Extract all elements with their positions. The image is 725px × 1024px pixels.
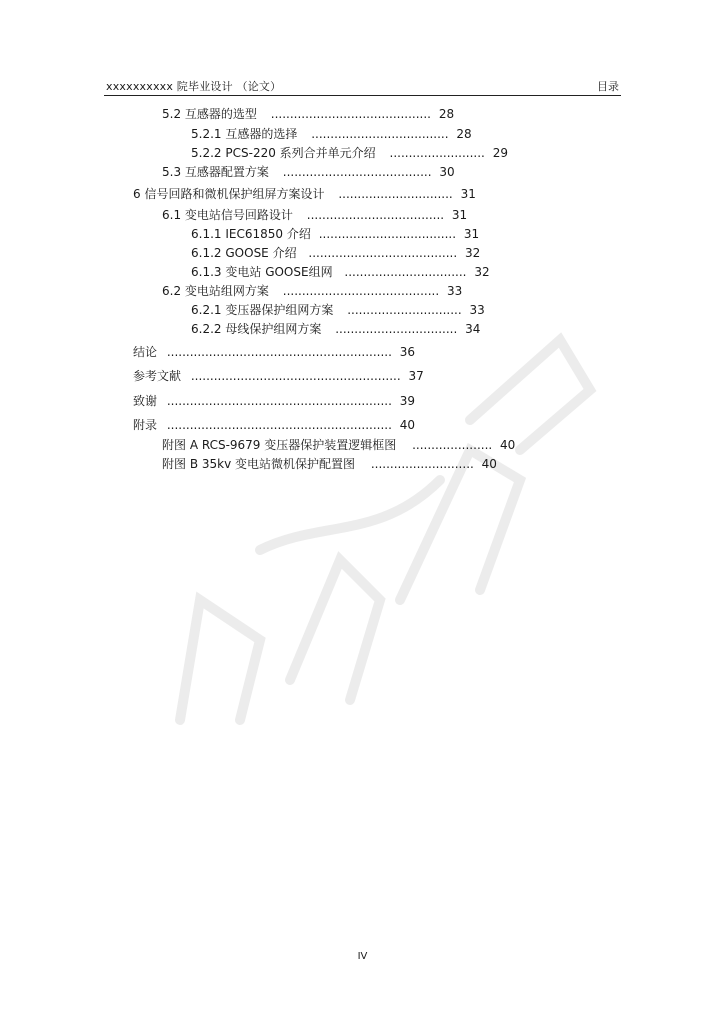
toc-page: 32 (465, 246, 481, 260)
toc-page: 40 (481, 457, 497, 471)
toc-page: 31 (463, 227, 480, 241)
toc-page: 39 (399, 394, 416, 408)
toc-title: 变电站 GOOSE组网 (225, 265, 333, 279)
toc-title: 结论 (133, 345, 158, 359)
toc-page: 29 (492, 146, 508, 160)
toc-number: 6.1.1 (191, 227, 222, 241)
toc-entry-6-1-2[interactable] (191, 246, 480, 260)
toc-page: 34 (465, 322, 481, 336)
toc-entry-appendix[interactable] (133, 418, 415, 432)
toc-number: 6 (133, 187, 141, 201)
toc-leader: ........................................................... (166, 418, 392, 432)
toc-entry-6-2[interactable] (162, 284, 462, 298)
toc-leader: ................................ (344, 265, 467, 279)
toc-entry-figure-a[interactable] (162, 438, 515, 452)
toc-leader: ....................................... (282, 165, 432, 179)
toc-title: PCS-220 系列合并单元介绍 (225, 146, 376, 160)
toc-entry-5-2-1[interactable] (191, 127, 472, 141)
toc-page: 36 (399, 345, 416, 359)
toc-entry-conclusion[interactable] (133, 345, 415, 359)
toc-number: 6.1.2 (191, 246, 222, 260)
toc-number: 6.2.2 (191, 322, 222, 336)
toc-number: 6.1.3 (191, 265, 222, 279)
toc-page: 33 (469, 303, 485, 317)
toc-entry-6-2-1[interactable] (191, 303, 485, 317)
toc-entry-6-1[interactable] (162, 208, 467, 222)
toc-number: 5.2.1 (191, 127, 222, 141)
toc-leader: .......................................... (270, 107, 431, 121)
toc-leader: .................................... (306, 208, 445, 222)
toc-entry-acknowledgements[interactable] (133, 394, 415, 408)
toc-leader: .................................... (318, 227, 457, 241)
toc-leader: ........................................................... (166, 345, 392, 359)
toc-title: 变压器保护组网方案 (225, 303, 334, 317)
toc-page: 33 (447, 284, 463, 298)
toc-leader: ......................................... (282, 284, 440, 298)
toc-entry-6[interactable] (133, 187, 476, 201)
toc-title: 致谢 (133, 394, 158, 408)
toc-title: 信号回路和微机保护组屏方案设计 (144, 187, 325, 201)
page-number: IV (357, 951, 368, 962)
toc-number: 6.2 (162, 284, 182, 298)
toc-page: 32 (474, 265, 490, 279)
header-title: xxxxxxxxxx 院毕业设计 （论文） (106, 80, 282, 93)
watermark-graphic (140, 300, 600, 740)
toc-entry-5-3[interactable] (162, 165, 455, 179)
toc-page: 28 (456, 127, 472, 141)
toc-page: 31 (460, 187, 476, 201)
toc-leader: ................................ (335, 322, 458, 336)
toc-title: 附录 (133, 418, 158, 432)
toc-title: 互感器的选择 (225, 127, 298, 141)
toc-leader: .................................... (311, 127, 449, 141)
toc-title: 母线保护组网方案 (225, 322, 322, 336)
toc-entry-references[interactable] (133, 369, 424, 383)
toc-entry-6-1-1[interactable] (191, 227, 479, 241)
toc-leader: ......................... (389, 146, 485, 160)
toc-entry-5-2-2[interactable] (191, 146, 508, 160)
toc-leader: .............................. (347, 303, 462, 317)
header-divider (104, 95, 621, 96)
toc-leader: ....................................................... (190, 369, 401, 383)
toc-title: 参考文献 (133, 369, 182, 383)
toc-leader: ........................................................... (166, 394, 392, 408)
toc-page: 37 (408, 369, 424, 383)
toc-title: 附图 A RCS-9679 变压器保护装置逻辑框图 (162, 438, 397, 452)
toc-leader: .............................. (338, 187, 453, 201)
toc-page: 40 (399, 418, 416, 432)
toc-page: 28 (438, 107, 455, 121)
header-section: 目录 (597, 80, 619, 93)
toc-entry-6-2-2[interactable] (191, 322, 480, 336)
toc-number: 6.1 (162, 208, 182, 222)
toc-number: 5.3 (162, 165, 182, 179)
toc-entry-6-1-3[interactable] (191, 265, 490, 279)
toc-leader: ..................... (412, 438, 493, 452)
toc-page: 30 (439, 165, 455, 179)
toc-title: 附图 B 35kv 变电站微机保护配置图 (162, 457, 355, 471)
toc-number: 6.2.1 (191, 303, 222, 317)
toc-number: 5.2.2 (191, 146, 222, 160)
toc-number: 5.2 (162, 107, 182, 121)
toc-page: 40 (500, 438, 516, 452)
toc-entry-5-2[interactable] (162, 107, 454, 121)
toc-leader: ....................................... (308, 246, 458, 260)
toc-entry-figure-b[interactable] (162, 457, 497, 471)
toc-title: GOOSE 介绍 (225, 246, 297, 260)
toc-page: 31 (451, 208, 468, 222)
toc-title: IEC61850 介绍 (225, 227, 311, 241)
toc-title: 互感器配置方案 (184, 165, 269, 179)
toc-title: 互感器的选型 (184, 107, 257, 121)
toc-title: 变电站组网方案 (184, 284, 269, 298)
toc-leader: ........................... (370, 457, 474, 471)
toc-title: 变电站信号回路设计 (184, 208, 293, 222)
